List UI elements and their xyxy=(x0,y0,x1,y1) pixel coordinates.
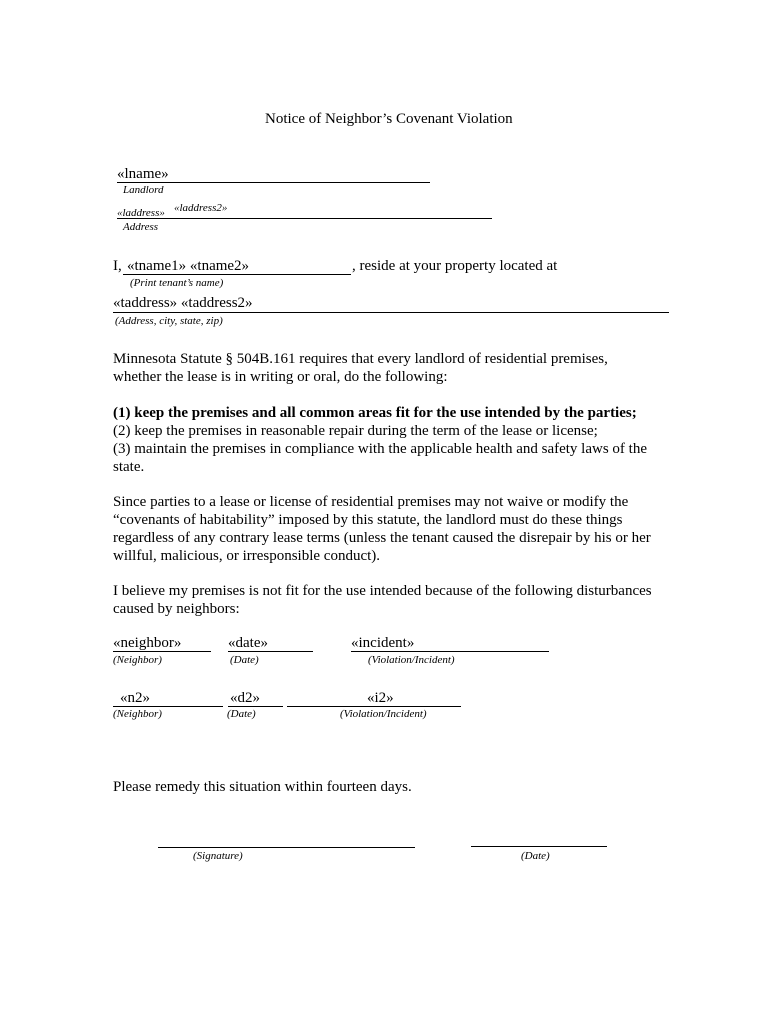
covenant-item-3: (3) maintain the premises in compliance with the applicable health and safety laws of the xyxy=(113,441,647,457)
date-field[interactable]: «d2» xyxy=(230,690,260,706)
statute-line: Minnesota Statute § 504B.161 requires that every landlord of residential premises, xyxy=(113,351,608,367)
tenant-name-line xyxy=(123,274,351,275)
neighbor-caption: (Neighbor) xyxy=(113,708,162,720)
landlord-address-line xyxy=(117,218,492,219)
signature-caption: (Signature) xyxy=(193,850,243,862)
statute-paragraph xyxy=(113,350,673,386)
waiver-paragraph xyxy=(113,493,673,565)
incident-line xyxy=(351,651,549,652)
tenant-name-field[interactable]: «tname1» «tname2» xyxy=(127,258,250,274)
date-line xyxy=(228,706,283,707)
page-title: Notice of Neighbor’s Covenant Violation xyxy=(265,111,513,127)
incident-field[interactable]: «incident» xyxy=(351,635,415,651)
waiver-line: “covenants of habitability” imposed by this statute, the landlord must do these things xyxy=(113,512,623,528)
neighbor-line xyxy=(113,651,211,652)
belief-line: I believe my premises is not fit for the use intended because of the following disturbances xyxy=(113,583,652,599)
belief-paragraph xyxy=(113,582,673,618)
covenant-item-2: (2) keep the premises in reasonable repair during the term of the lease or license; xyxy=(113,423,598,439)
date-caption: (Date) xyxy=(227,708,256,720)
date-field[interactable]: «date» xyxy=(228,635,268,651)
landlord-name-line xyxy=(117,182,430,183)
waiver-line: Since parties to a lease or license of residential premises may not waive or modify the xyxy=(113,494,629,510)
statute-line: whether the lease is in writing or oral, do the following: xyxy=(113,369,448,385)
neighbor-line xyxy=(113,706,223,707)
landlord-caption: Landlord xyxy=(123,184,164,196)
covenants-list xyxy=(113,404,673,476)
belief-line: caused by neighbors: xyxy=(113,601,240,617)
covenant-item-3-cont: state. xyxy=(113,459,145,475)
date-caption: (Date) xyxy=(230,654,259,666)
incident-caption: (Violation/Incident) xyxy=(340,708,427,720)
address-caption: Address xyxy=(123,221,159,233)
landlord-name-field[interactable]: «lname» xyxy=(117,166,169,182)
date-line xyxy=(228,651,313,652)
landlord-address-field2[interactable]: «laddress2» xyxy=(174,202,228,214)
neighbor-field[interactable]: «neighbor» xyxy=(113,635,182,651)
landlord-address-field1[interactable]: «laddress» xyxy=(117,207,165,219)
signature-date-line[interactable] xyxy=(471,846,607,847)
tenant-address-line xyxy=(113,312,669,313)
tenant-address-caption: (Address, city, state, zip) xyxy=(115,315,223,327)
neighbor-caption: (Neighbor) xyxy=(113,654,162,666)
signature-line[interactable] xyxy=(158,847,415,848)
signature-date-caption: (Date) xyxy=(521,850,550,862)
incident-line xyxy=(287,706,461,707)
waiver-line: regardless of any contrary lease terms (unless the tenant caused the disrepair by his or her xyxy=(113,530,651,546)
reside-text: , reside at your property located at xyxy=(352,258,558,274)
tenant-prefix: I, xyxy=(113,258,122,274)
neighbor-field[interactable]: «n2» xyxy=(120,690,150,706)
tenant-address-field[interactable]: «taddress» «taddress2» xyxy=(113,295,253,311)
covenant-item-1: (1) keep the premises and all common areas fit for the use intended by the parties; xyxy=(113,405,637,421)
tenant-name-caption: (Print tenant’s name) xyxy=(130,277,224,289)
waiver-line: willful, malicious, or irresponsible conduct). xyxy=(113,548,381,564)
incident-field[interactable]: «i2» xyxy=(367,690,394,706)
incident-caption: (Violation/Incident) xyxy=(368,654,455,666)
remedy-text: Please remedy this situation within fourteen days. xyxy=(113,779,412,795)
